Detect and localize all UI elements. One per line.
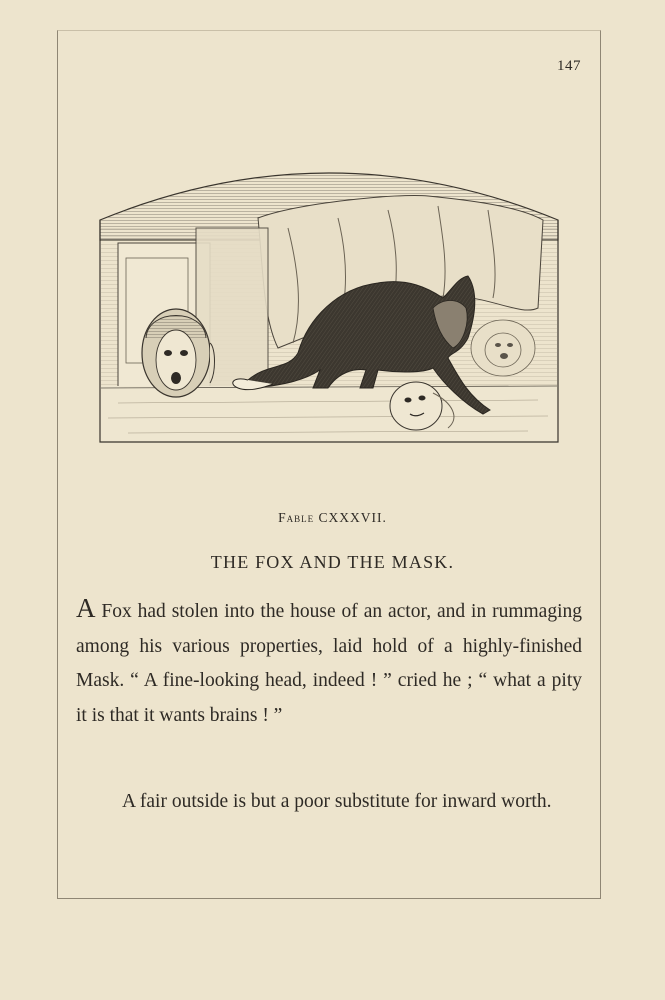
page-number: 147 <box>557 58 581 74</box>
fable-label: Fable <box>278 510 315 525</box>
drop-cap: A <box>76 593 96 623</box>
fable-text <box>76 595 582 733</box>
fable-numeral: CXXXVII. <box>318 510 387 525</box>
fable-moral: A fair outside is but a poor substitute for inward worth. <box>122 791 552 812</box>
fable-body-text: Fox had stolen into the house of an actor, and in rummaging among his various properties, laid hold of a highly-finished Mask. “ A fine-looking head, indeed ! ” cried he ; “ what a pity it is that it wants brains ! ” <box>76 601 582 726</box>
fable-number <box>0 510 665 526</box>
fox-and-mask-engraving <box>98 148 560 444</box>
fable-title: THE FOX AND THE MASK. <box>210 552 455 572</box>
